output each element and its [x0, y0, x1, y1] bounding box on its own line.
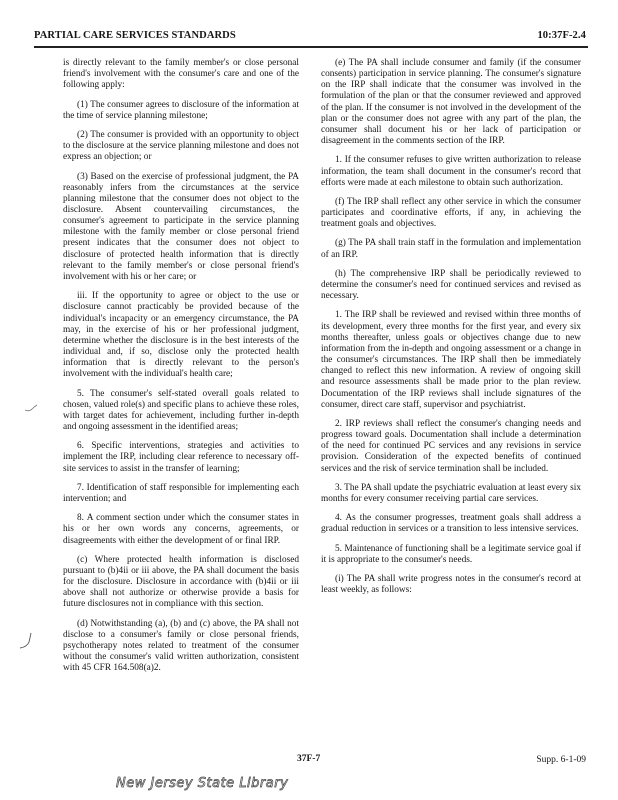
section-citation: 10:37F-2.4 [537, 30, 586, 41]
paragraph: 3. The PA shall update the psychiatric evaluation at least every six months for every consumer receiving partial care services. [321, 482, 581, 504]
paragraph: (f) The IRP shall reflect any other service in which the consumer participates and coordinative efforts, if any, in achieving the treatment goals and objectives. [321, 196, 581, 230]
paragraph: 1. If the consumer refuses to give written authorization to release information, the team shall document in the consumer's record that efforts were made at each milestone to obtain such authorization. [321, 155, 581, 188]
scan-mark-icon [24, 404, 38, 414]
paragraph: 6. Specific interventions, strategies and activities to implement the IRP, including clear reference to necessary off-site services to assist in the transfer of learning; [63, 441, 299, 474]
header-rule [34, 46, 588, 48]
paragraph: (c) Where protected health information is disclosed pursuant to (b)4ii or iii above, the PA shall document the basis for the disclosure. Disclosure in accordance with (b)4ii or iii above shall not authorize or otherwise provide a basis for future disclosures not in compliance with this section. [63, 554, 299, 610]
paragraph: (2) The consumer is provided with an opportunity to object to the disclosure at the service planning milestone and does not express an objection; or [63, 129, 299, 163]
paragraph: (d) Notwithstanding (a), (b) and (c) above, the PA shall not disclose to a consumer's family or close personal friends, psychotherapy notes related to treatment of the consumer without the consumer's valid written authorization, consistent with 45 CFR 164.508(a)2. [63, 618, 299, 674]
right-column [321, 58, 581, 604]
paragraph: (e) The PA shall include consumer and family (if the consumer consents) participation in service planning. The consumer's signature on the IRP shall indicate that the consumer was involved in the formulation of the plan or that the consumer reviewed and approved of the plan. If the consumer is not involved in the development of the plan or the consumer does not agree with any part of the plan, the consumer shall document his or her lack of participation or disagreement in the comments section of the IRP. [321, 58, 581, 147]
paragraph: (i) The PA shall write progress notes in the consumer's record at least weekly, as follows: [321, 574, 581, 596]
paragraph: 7. Identification of staff responsible for implementing each intervention; and [63, 482, 299, 504]
paragraph: 8. A comment section under which the consumer states in his or her own words any concerns, agreements, or disagreements with either the development of or final IRP. [63, 513, 299, 546]
page-number: 37F-7 [297, 754, 321, 764]
running-title: PARTIAL CARE SERVICES STANDARDS [34, 30, 236, 41]
left-column [63, 58, 299, 683]
paragraph: 5. Maintenance of functioning shall be a legitimate service goal if it is appropriate to the consumer's needs. [321, 543, 581, 565]
scan-mark-icon [18, 632, 34, 652]
paragraph: 4. As the consumer progresses, treatment goals shall address a gradual reduction in services or a transition to less intensive services. [321, 513, 581, 535]
paragraph: (1) The consumer agrees to disclosure of the information at the time of service planning milestone; [63, 99, 299, 121]
paragraph: is directly relevant to the family member's or close personal friend's involvement with the consumer's care and one of the following apply: [63, 58, 299, 91]
page-header [34, 30, 586, 44]
paragraph: (g) The PA shall train staff in the formulation and implementation of an IRP. [321, 238, 581, 260]
paragraph: 2. IRP reviews shall reflect the consumer's changing needs and progress toward goals. Documentation shall include a determination of the need for continued PC services and any revisions in service provision. Consideration of the expected benefits of continued services and the risk of service termination shall be included. [321, 418, 581, 474]
paragraph: iii. If the opportunity to agree or object to the use or disclosure cannot practicably be provided because of the individual's incapacity or an emergency circumstance, the PA may, in the exercise of his or her professional judgment, determine whether the disclosure is in the best interests of the individual and, if so, disclose only the protected health information that is directly relevant to the person's involvement with the individual's health care; [63, 291, 299, 380]
paragraph: (h) The comprehensive IRP shall be periodically reviewed to determine the consumer's need for continued services and revised as necessary. [321, 268, 581, 302]
supplement-date: Supp. 6-1-09 [536, 755, 586, 765]
paragraph: 5. The consumer's self-stated overall goals related to chosen, valued role(s) and specific plans to achieve these roles, with target dates for achievement, including further in-depth and ongoing assessment in the identified areas; [63, 388, 299, 432]
library-watermark: New Jersey State Library [116, 776, 289, 791]
paragraph: 1. The IRP shall be reviewed and revised within three months of its development, every three months for the first year, and every six months thereafter, unless goals or objectives change due to new information from the in-depth and ongoing assessment or a change in the consumer's circumstances. The IRP shall then be immediately changed to reflect this new information. A review of ongoing skill and resource assessments shall be made prior to the plan review. Documentation of the IRP reviews shall include signatures of the consumer, direct care staff, supervisor and psychiatrist. [321, 310, 581, 410]
paragraph: (3) Based on the exercise of professional judgment, the PA reasonably infers from the circumstances at the service planning milestone that the consumer does not object to the disclosure. Absent countervailing circumstances, the consumer's agreement to participate in the service planning milestone with the family member or close personal friend present indicates that the consumer does not object to disclosure of protected health information that is directly relevant to the family member's or close personal friend's involvement with his or her care; or [63, 171, 299, 282]
